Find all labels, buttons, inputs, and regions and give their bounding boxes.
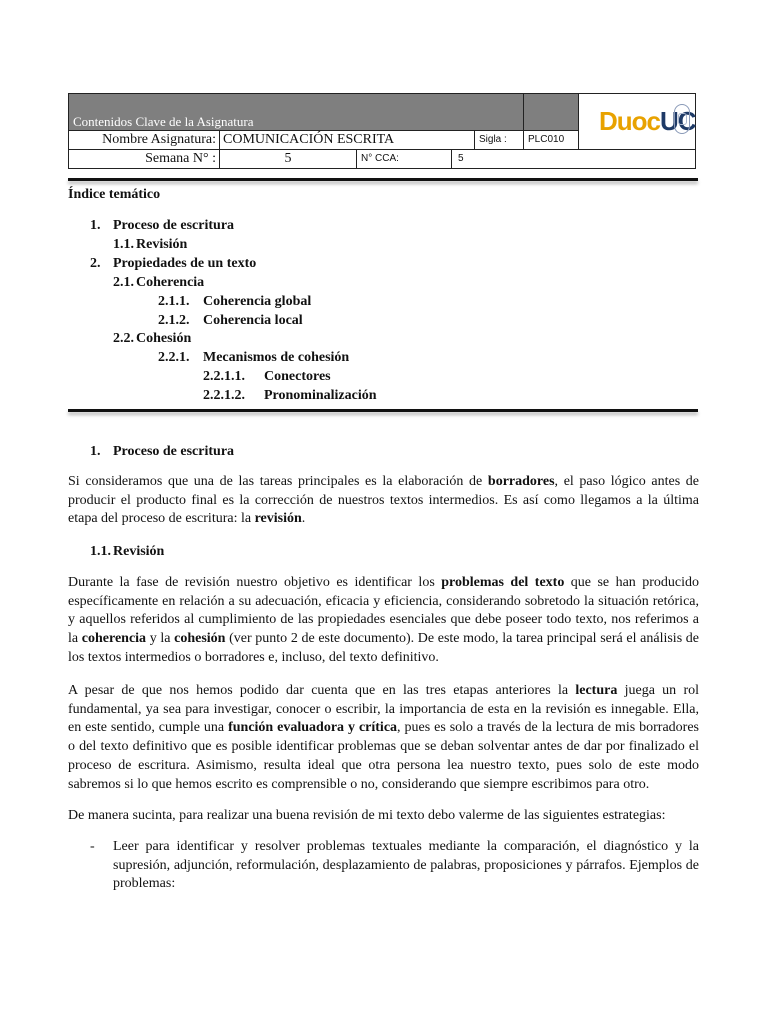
- section-1-num: 1.: [90, 444, 101, 459]
- nombre-value: COMUNICACIÓN ESCRITA: [219, 130, 475, 150]
- index-item-num: 2.2.: [113, 331, 134, 346]
- index-item-num: 2.1.2.: [158, 313, 190, 328]
- bullet-item-1: Leer para identificar y resolver problemas textuales mediante la comparación, el diagnóstico y la supresión, adjunción, reformulación, desplazamiento de palabras, proposiciones y párrafos. Ejemplos de problemas:: [113, 839, 699, 892]
- index-item-label: Coherencia: [136, 275, 205, 290]
- index-heading: Índice temático: [68, 187, 161, 202]
- index-item-num: 1.: [90, 218, 101, 233]
- index-item-num: 2.1.: [113, 275, 134, 290]
- cca-label: N° CCA:: [356, 149, 452, 169]
- section-1-1-num: 1.1.: [90, 544, 111, 559]
- nombre-label: Nombre Asignatura:: [68, 130, 220, 150]
- header-title: Contenidos Clave de la Asignatura: [68, 93, 524, 131]
- divider-top: [68, 178, 698, 181]
- sigla-label: Sigla :: [474, 130, 524, 150]
- seal-icon: [674, 104, 690, 134]
- section-1-1-title: Revisión: [113, 544, 165, 559]
- index-item-num: 2.2.1.2.: [203, 388, 245, 403]
- index-item-label: Mecanismos de cohesión: [203, 350, 350, 365]
- cca-value: 5: [451, 149, 696, 169]
- paragraph-4: De manera sucinta, para realizar una buena revisión de mi texto debo valerme de las siguientes estrategias:: [68, 808, 666, 823]
- index-item-label: Coherencia local: [203, 313, 303, 328]
- bullet-marker: -: [90, 839, 95, 854]
- index-item-label: Propiedades de un texto: [113, 256, 257, 271]
- index-item-num: 2.: [90, 256, 101, 271]
- index-item-num: 2.2.1.1.: [203, 369, 245, 384]
- index-item-label: Revisión: [136, 237, 188, 252]
- index-item-num: 2.1.1.: [158, 294, 190, 309]
- course-header-table: [68, 93, 696, 169]
- section-1-title: Proceso de escritura: [113, 444, 235, 459]
- duocuc-logo: DuocUC: [599, 106, 696, 136]
- index-item-label: Cohesión: [136, 331, 192, 346]
- header-blank-cell: [523, 93, 579, 131]
- index-item-label: Proceso de escritura: [113, 218, 235, 233]
- paragraph-2: Durante la fase de revisión nuestro objetivo es identificar los problemas del texto que se han producido específicamente en relación a su adecuación, eficacia y eficiencia, considerando sobretodo la situación retórica, y aquellos referidos al cumplimiento de las propiedades esenciales que debe poseer todo texto, nos referimos a la coherencia y la cohesión (ver punto 2 de este documento). De este modo, la tarea principal será el análisis de los textos intermedios o borradores e, incluso, del texto definitivo.: [68, 575, 700, 665]
- sigla-value: PLC010: [523, 130, 579, 150]
- semana-label: Semana N° :: [68, 149, 220, 169]
- semana-value: 5: [219, 149, 357, 169]
- divider-bottom: [68, 409, 698, 412]
- index-item-num: 1.1.: [113, 237, 134, 252]
- logo-cell: [578, 93, 696, 150]
- paragraph-3: A pesar de que nos hemos podido dar cuenta que en las tres etapas anteriores la lectura juega un rol fundamental, ya sea para investigar, conocer o escribir, la importancia de esta en la revisión es innegable. Ella, en este sentido, cumple una función evaluadora y crítica, pues es solo a través de la lectura de mis borradores o del texto definitivo que es posible identificar problemas que se deban solventar antes de dar por finalizado el proceso de escritura. Asimismo, resulta ideal que otra persona lea nuestro texto, pues solo de este modo sabremos si lo que hemos escrito es comprensible o no, considerando que siempre escribimos para otro.: [68, 683, 699, 792]
- index-item-label: Coherencia global: [203, 294, 312, 309]
- index-item-label: Pronominalización: [264, 388, 377, 403]
- index-item-label: Conectores: [264, 369, 331, 384]
- paragraph-1: Si consideramos que una de las tareas principales es la elaboración de borradores, el paso lógico antes de producir el producto final es la corrección de nuestros textos intermedios. Es así como llegamos a la última etapa del proceso de escritura: la revisión.: [68, 474, 700, 527]
- index-item-num: 2.2.1.: [158, 350, 190, 365]
